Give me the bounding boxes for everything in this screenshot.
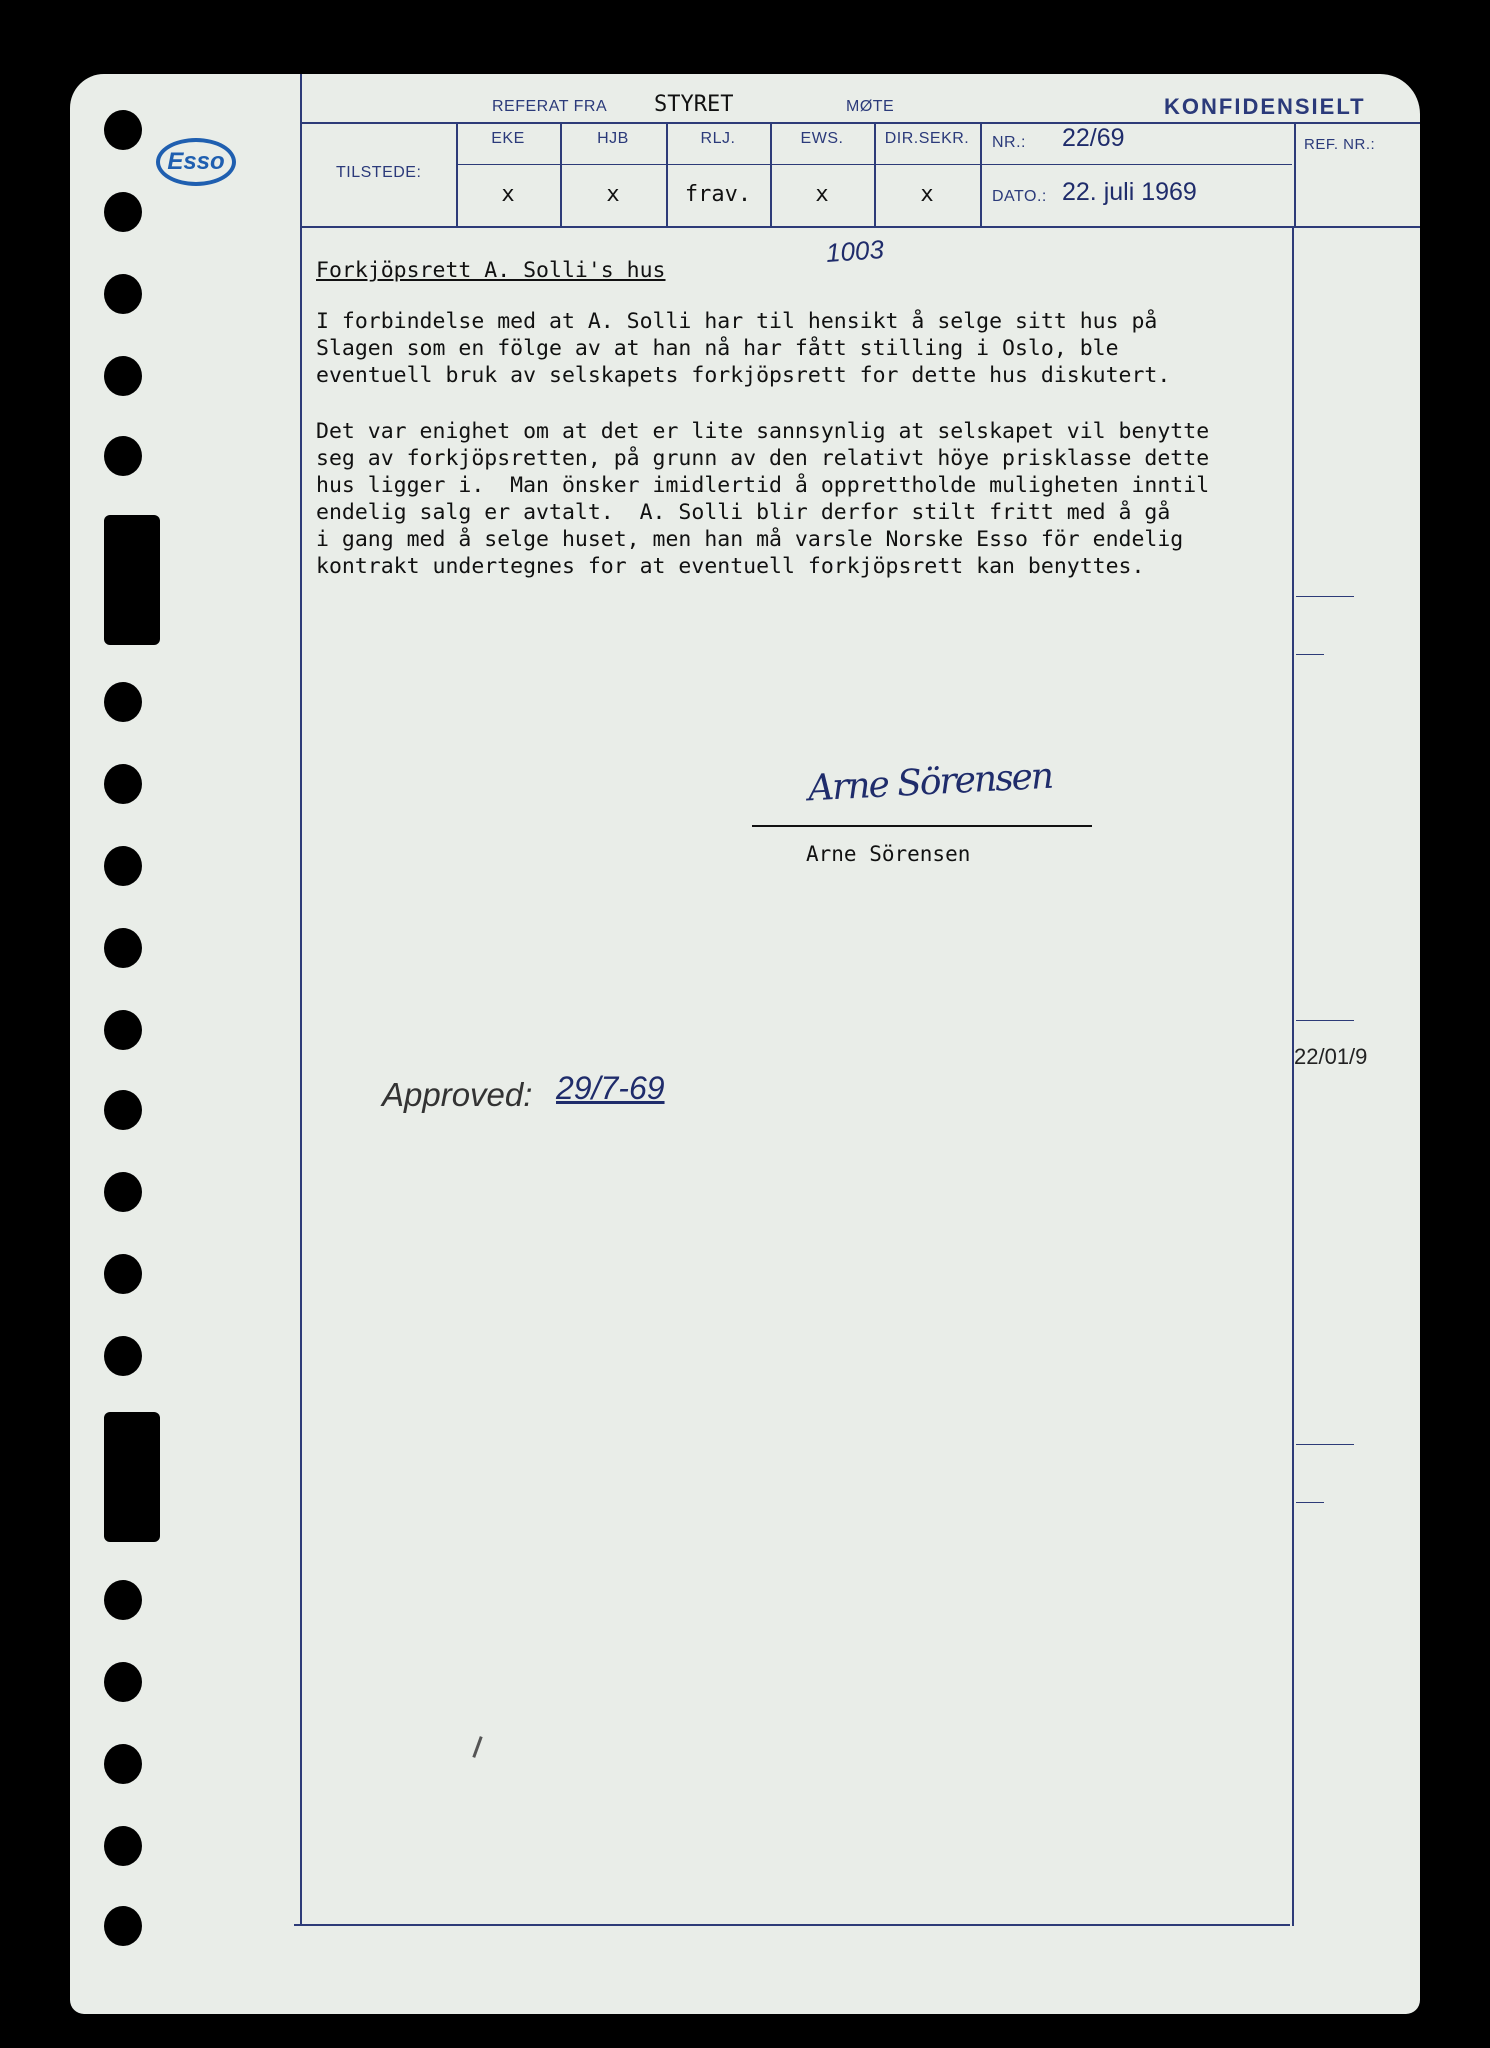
nr-label: NR.: — [992, 134, 1026, 151]
paragraph: Det var enighet om at det er lite sannsynlig at selskapet vil benytte seg av forkjöpsretten, på grunn av den relativt höye prisklasse dette hus ligger i. Man önsker imidlertid å opprettholde muligheten inntil endelig salg er avtalt. A. Solli blir derfor stilt fritt med å gå i gang med å selge huset, men han må varsle Norske Esso för endelig kontrakt undertegnes for at eventuell forkjöpsrett kan benyttes. — [316, 419, 1210, 579]
mote-label: MØTE — [846, 98, 895, 115]
attendee-initials: EWS. — [800, 130, 844, 147]
attendee-initials: DIR.SEKR. — [884, 130, 970, 147]
attendee-initials: HJB — [597, 130, 629, 147]
approved-label: Approved: — [382, 1076, 533, 1113]
attendee-mark: x — [606, 182, 620, 207]
attendee-mark: frav. — [684, 182, 752, 207]
referat-fra-label: REFERAT FRA — [492, 98, 608, 115]
meeting-body: STYRET — [654, 92, 734, 117]
esso-logo: Esso — [156, 138, 236, 186]
approved-date: 29/7-69 — [556, 1070, 665, 1106]
attendee-initials: RLJ. — [700, 130, 736, 147]
signature: Arne Sörensen — [807, 755, 1054, 810]
ref-nr-label: REF. NR.: — [1304, 136, 1376, 153]
paragraph: I forbindelse med at A. Solli har til hensikt å selge sitt hus på Slagen som en fölge av at han nå har fått stilling i Oslo, ble eventuell bruk av selskapets forkjöpsrett for dette hus diskutert. — [316, 309, 1171, 388]
dato-value: 22. juli 1969 — [1062, 178, 1197, 206]
signatory-name: Arne Sörensen — [806, 842, 971, 866]
attendee-mark: x — [815, 182, 829, 207]
attendee-initials: EKE — [491, 130, 525, 147]
attendee-mark: x — [920, 182, 934, 207]
margin-reference: 22/01/9 — [1294, 1044, 1368, 1069]
dato-label: DATO.: — [992, 188, 1047, 205]
tilstede-label: TILSTEDE: — [336, 164, 422, 181]
attendee-mark: x — [501, 182, 515, 207]
subject-heading: Forkjöpsrett A. Solli's hus — [316, 258, 666, 283]
handwritten-annotation: 1003 — [824, 234, 885, 268]
confidential-label: KONFIDENSIELT — [1164, 94, 1366, 119]
signature-line — [752, 825, 1092, 827]
nr-value: 22/69 — [1062, 124, 1125, 152]
